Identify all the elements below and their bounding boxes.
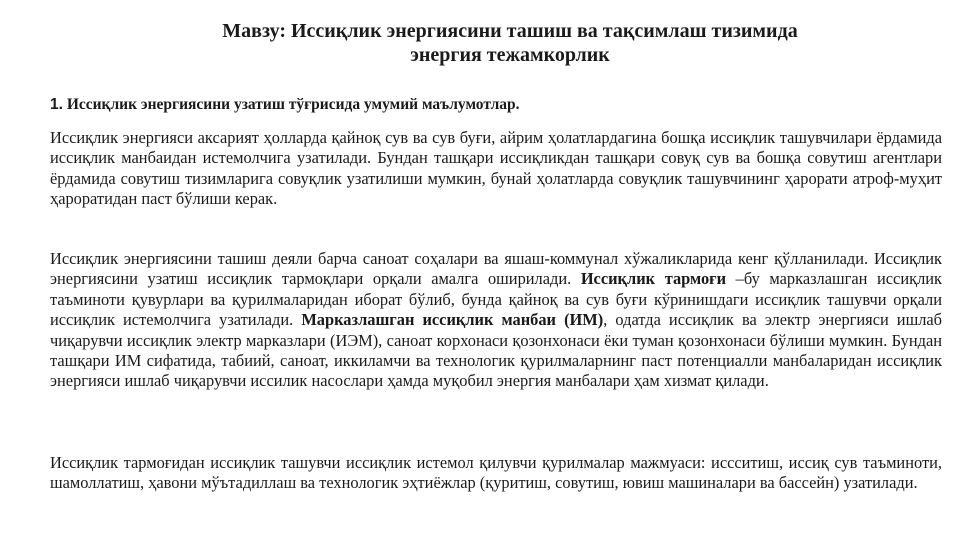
section-number: 1. [50, 96, 63, 113]
section-heading-text: Иссиқлик энергиясини узатиш тўғрисида умумий маълумотлар. [62, 96, 520, 113]
paragraph-3: Иссиқлик тармоғидан иссиқлик ташувчи иссиқлик истемол қилувчи қурилмалар мажмуаси: иссситиш, иссиқ сув таъминоти, шамоллатиш, ҳавони мўътадиллаш ва технологик эҳтиёжлар (қуритиш, совутиш, ювиш машиналари ва бассейн) узатилади. [50, 453, 942, 493]
paragraph-2-part-1: Иссиқлик энергиясини ташиш деяли барча саноат соҳалари ва яшаш-коммунал хўжаликларида кенг қўлланилади. Иссиқлик энергиясини узатиш иссиқлик тармоқлари орқали амалга оширилади. [50, 249, 942, 289]
paragraph-2-part-3: , одатда иссиқлик ва электр энергияси ишлаб чиқарувчи иссиқлик электр марказлари (ИЭМ), саноат корхонаси қозонхонаси ёки туман қозонхонаси бўлиши мумкин. Бундан ташқари ИМ сифатида, табиий, саноат, иккиламчи ва технологик қурилмаларнинг паст потенциалли манбаларидан иссиқлик энергияси ишлаб чиқарувчи иссилик насослари ҳамда муқобил энергия манбалари ҳам хизмат қилади. [50, 310, 942, 391]
slide-title [60, 19, 960, 67]
term-central-heat-source: Марказлашган иссиқлик манбаи (ИМ) [301, 310, 604, 330]
term-heat-network: Иссиқлик тармоғи [580, 269, 727, 289]
paragraph-2-part-2: –бу марказлашган иссиқлик таъминоти қувурлари ва қурилмаларидан иборат бўлиб, бунда қайноқ ва сув буғи кўринишдаги иссиқлик ташувчи орқали иссиқлик истемолчига узатилади. [50, 269, 942, 330]
slide-title-line-1: Мавзу: Иссиқлик энергиясини ташиш ва тақсимлаш тизимида [222, 20, 798, 42]
slide-title-line-2: энергия тежамкорлик [410, 44, 610, 66]
section-heading [50, 95, 520, 115]
paragraph-2 [50, 249, 942, 392]
paragraph-1: Иссиқлик энергияси аксарият ҳолларда қайноқ сув ва сув буғи, айрим ҳолатлардагина бошқа иссиқлик ташувчилари ёрдамида иссиқлик манбаидан истемолчига узатилади. Бундан ташқари иссиқликдан ташқари совуқ сув ва бошқа совутиш агентлари ёрдамида совутиш тизимларига совуқлик узатилиши мумкин, бунай ҳолатларда совуқлик ташувчининг ҳарорати атроф-муҳит ҳароратидан паст бўлиши керак. [50, 128, 942, 209]
